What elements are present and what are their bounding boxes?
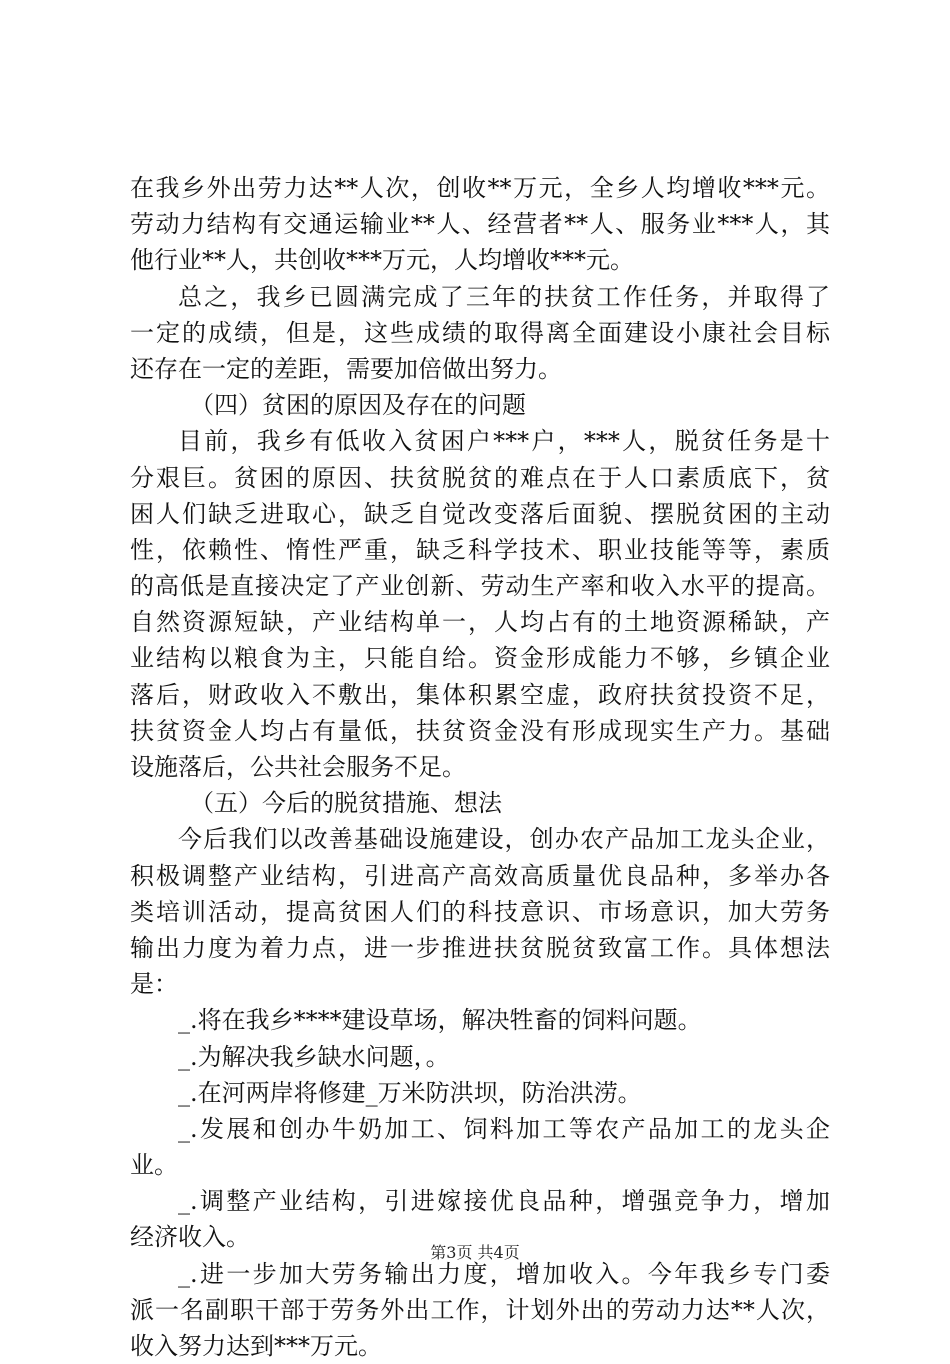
- text-line: 类培训活动，提高贫困人们的科技意识、市场意识，加大劳务: [130, 897, 830, 926]
- text-line: 积极调整产业结构，引进高产高效高质量优良品种，多举办各: [130, 861, 830, 890]
- text-line: 经济收入。: [130, 1223, 250, 1252]
- page-number-footer: 第3页 共4页: [430, 1243, 520, 1262]
- section-heading: （五）今后的脱贫措施、想法: [190, 789, 502, 818]
- paragraph-start: 总之，我乡已圆满完成了三年的扶贫工作任务，并取得了: [178, 282, 830, 311]
- list-item: _.发展和创办牛奶加工、饲料加工等农产品加工的龙头企: [178, 1114, 830, 1143]
- text-line: 派一名副职干部于劳务外出工作，计划外出的劳动力达**人次，: [130, 1295, 830, 1324]
- text-line: 在我乡外出劳力达**人次，创收**万元，全乡人均增收***元。: [130, 174, 830, 202]
- document-body: [130, 170, 830, 1364]
- text-line: 的高低是直接决定了产业创新、劳动生产率和收入水平的提高。: [130, 572, 830, 601]
- text-line: 收入努力达到***万元。: [130, 1332, 382, 1360]
- text-line: 落后，财政收入不敷出，集体积累空虚，政府扶贫投资不足，: [130, 680, 830, 709]
- section-heading: （四）贫困的原因及存在的问题: [190, 391, 526, 420]
- list-item: _.在河两岸将修建_万米防洪坝，防治洪涝。: [178, 1078, 642, 1107]
- text-line: 自然资源短缺，产业结构单一，人均占有的土地资源稀缺，产: [130, 608, 830, 637]
- paragraph-start: 今后我们以改善基础设施建设，创办农产品加工龙头企业，: [178, 825, 830, 854]
- text-line: 业。: [130, 1151, 178, 1180]
- text-line: 业结构以粮食为主，只能自给。资金形成能力不够，乡镇企业: [130, 644, 830, 673]
- list-item: _.为解决我乡缺水问题，。: [178, 1042, 450, 1071]
- text-line: 分艰巨。贫困的原因、扶贫脱贫的难点在于人口素质底下，贫: [130, 463, 830, 492]
- text-line: 劳动力结构有交通运输业**人、经营者**人、服务业***人，其: [130, 210, 830, 239]
- text-line: 设施落后，公共社会服务不足。: [130, 753, 466, 781]
- text-line: 困人们缺乏进取心，缺乏自觉改变落后面貌、摆脱贫困的主动: [130, 499, 830, 528]
- text-line: 一定的成绩，但是，这些成绩的取得离全面建设小康社会目标: [130, 318, 830, 347]
- list-item: _.进一步加大劳务输出力度，增加收入。今年我乡专门委: [178, 1259, 830, 1288]
- list-item: _.调整产业结构，引进嫁接优良品种，增强竞争力，增加: [178, 1187, 830, 1216]
- text-line: 输出力度为着力点，进一步推进扶贫脱贫致富工作。具体想法: [130, 933, 830, 962]
- list-item: _.将在我乡****建设草场，解决牲畜的饲料问题。: [178, 1006, 702, 1035]
- text-line: 性，依赖性、惰性严重，缺乏科学技术、职业技能等等，素质: [130, 535, 830, 564]
- text-line: 扶贫资金人均占有量低，扶贫资金没有形成现实生产力。基础: [130, 716, 830, 745]
- paragraph-start: 目前，我乡有低收入贫困户***户，***人，脱贫任务是十: [178, 427, 830, 456]
- text-line: 他行业**人，共创收***万元，人均增收***元。: [130, 246, 634, 275]
- text-line: 还存在一定的差距，需要加倍做出努力。: [130, 354, 562, 383]
- text-line: 是：: [130, 970, 178, 999]
